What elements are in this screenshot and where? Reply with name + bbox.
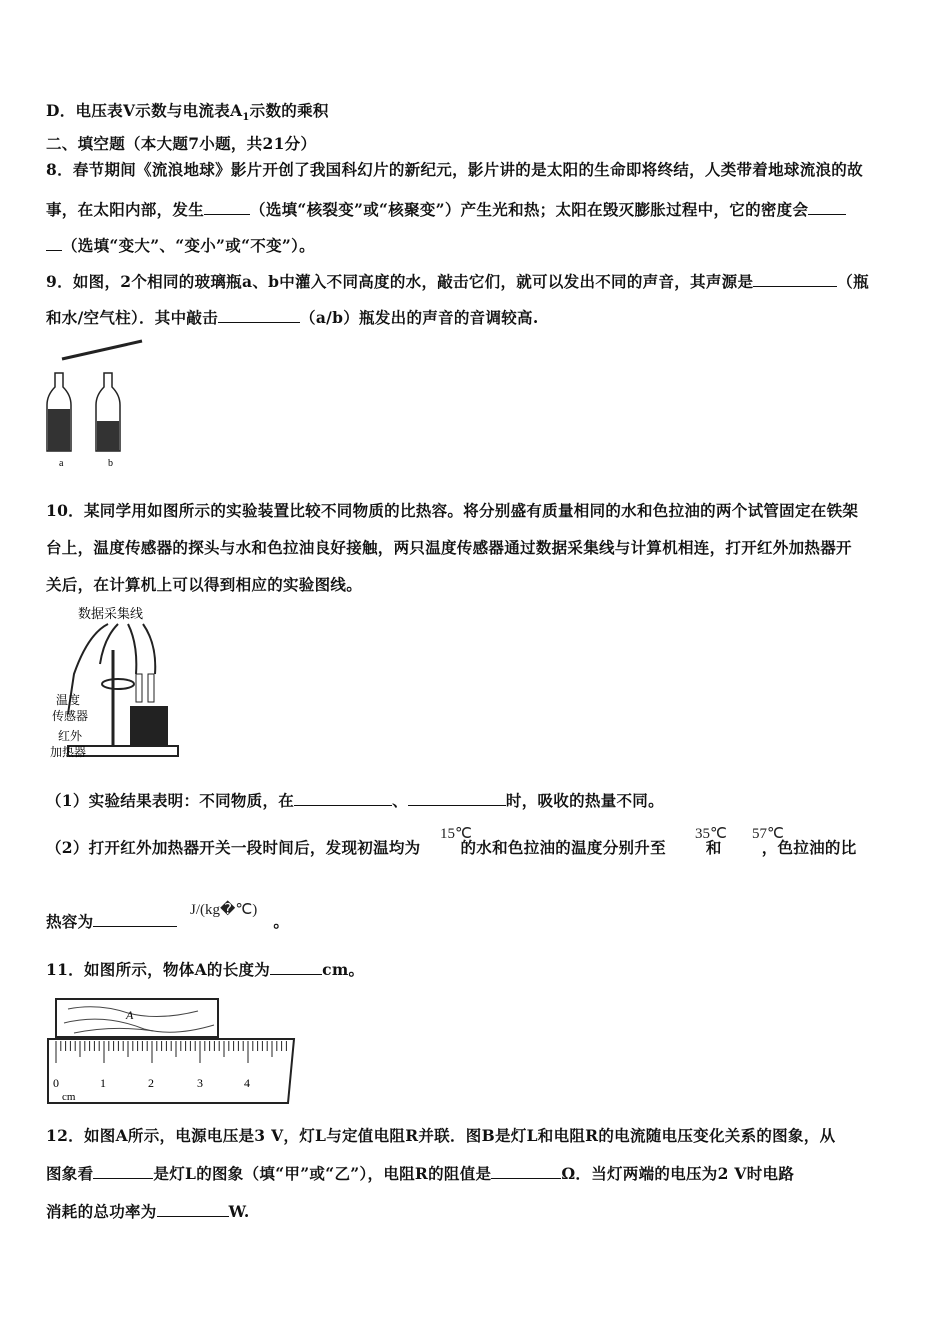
- apparatus-figure: [48, 600, 198, 770]
- tick-label-4: 4: [244, 1076, 250, 1090]
- label-data-cable: 数据采集线: [78, 607, 144, 622]
- tick-label-2: 2: [148, 1076, 154, 1090]
- formula-15c: 15℃: [440, 826, 472, 842]
- q11-line: 11．如图所示，物体A的长度为 cm。: [46, 960, 365, 979]
- q9-line2: 和水/空气柱）．其中敲击 （a/b）瓶发出的声音的音调较高.: [46, 308, 539, 327]
- q10-line2: 台上，温度传感器的探头与水和色拉油良好接触，两只温度传感器通过数据采集线与计算机相连，打开红外加热器开: [46, 538, 852, 557]
- q10-part3: 热容为 。: [46, 912, 290, 931]
- option-d: D．电压表V示数与电流表$A_1$示数的乘积: [46, 101, 329, 124]
- bottle-b-label: b: [108, 458, 113, 469]
- q10-part1: （1）实验结果表明：不同物质，在 、 时，吸收的热量不同。: [46, 791, 664, 810]
- bottle-a: [47, 373, 71, 451]
- formula-35c: 35℃: [695, 826, 727, 842]
- ruler-figure: [44, 995, 300, 1107]
- q12-line1: 12．如图A所示，电源电压是3 V，灯L与定值电阻R并联．图B是灯L和电阻R的电流随电压变化关系的图象，从: [46, 1126, 836, 1145]
- q12-line2: 图象看 是灯L的图象（填“甲”或“乙”），电阻R的阻值是 Ω．当灯两端的电压为2 V时电路: [46, 1164, 795, 1183]
- label-heater-2: 加热器: [50, 745, 87, 759]
- label-heater-1: 红外: [58, 729, 83, 743]
- q10-part2: （2）打开红外加热器开关一段时间后，发现初温均为 的水和色拉油的温度分别升至 和 ，色拉油的比: [46, 838, 857, 857]
- q10-line1: 10．某同学用如图所示的实验装置比较不同物质的比热容。将分别盛有质量相同的水和色拉油的两个试管固定在铁架: [46, 501, 859, 520]
- formula-57c: 57℃: [752, 826, 784, 842]
- tick-label-3: 3: [197, 1076, 203, 1090]
- q8-line3: （选填“变大”、“变小”或“不变”）。: [46, 236, 315, 256]
- q12-line3: 消耗的总功率为 W.: [46, 1202, 250, 1221]
- ruler-unit: cm: [62, 1091, 76, 1103]
- striker-rod: [62, 341, 142, 359]
- q10-line3: 关后，在计算机上可以得到相应的实验图线。: [46, 575, 363, 594]
- object-a-block: [56, 999, 218, 1037]
- q9-line1: 9．如图，2个相同的玻璃瓶a、b中灌入不同高度的水，敲击它们，就可以发出不同的声音，其声源是 （瓶: [46, 272, 869, 291]
- q8-line1: 8．春节期间《流浪地球》影片开创了我国科幻片的新纪元，影片讲的是太阳的生命即将终结，人类带着地球流浪的故: [46, 160, 863, 179]
- label-temp-1: 温度: [56, 693, 81, 707]
- bottles-figure: [40, 335, 160, 475]
- section-heading: 二、填空题（本大题7小题，共21分）: [46, 134, 317, 153]
- bottle-a-label: a: [59, 458, 64, 469]
- bottle-b: [96, 373, 120, 451]
- tick-label-0: 0: [53, 1076, 59, 1090]
- formula-unit: J/(kg�℃): [190, 902, 258, 918]
- q8-line2: 事，在太阳内部，发生 （选填“核裂变”或“核聚变”）产生光和热；太阳在毁灭膨胀过程中，它的密度会: [46, 200, 846, 220]
- tick-label-1: 1: [100, 1076, 106, 1090]
- label-temp-2: 传感器: [52, 709, 89, 723]
- object-a-label: A: [126, 1008, 134, 1022]
